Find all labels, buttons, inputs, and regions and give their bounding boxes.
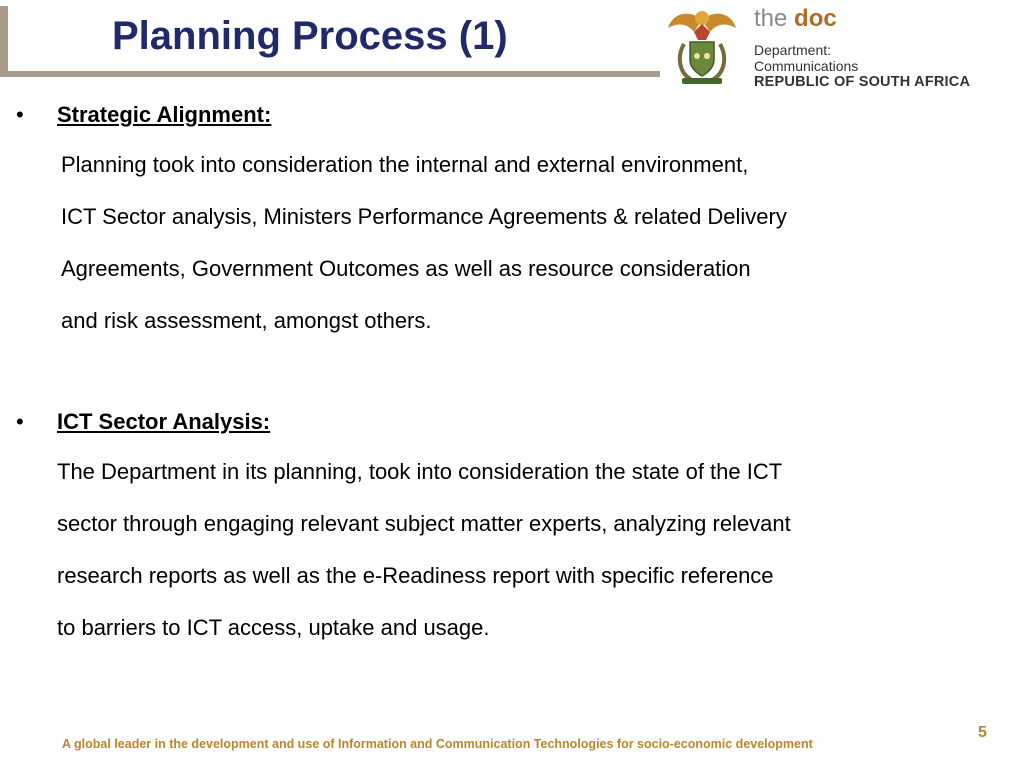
department-logo: [660, 2, 1022, 88]
logo-line-communications: Communications: [754, 58, 859, 74]
paragraph-line: sector through engaging relevant subject matter experts, analyzing relevant: [57, 511, 791, 536]
paragraph-line: Agreements, Government Outcomes as well as resource consideration: [61, 256, 751, 281]
bullet-marker: •: [16, 102, 24, 127]
footer-tagline: A global leader in the development and use of Information and Communication Technologies for socio-economic development: [62, 737, 813, 751]
logo-wordmark-prefix: the: [754, 5, 788, 32]
bullet-heading-ict-sector-analysis: ICT Sector Analysis:: [57, 409, 271, 434]
logo-line-country: REPUBLIC OF SOUTH AFRICA: [754, 74, 971, 90]
bullet-marker: •: [16, 409, 24, 434]
slide-title: Planning Process (1): [112, 14, 508, 58]
title-side-bar: [0, 6, 8, 76]
logo-text-block: [754, 6, 970, 90]
logo-wordmark-main: doc: [794, 5, 837, 32]
logo-wordmark: [754, 6, 970, 32]
paragraph-line: The Department in its planning, took into consideration the state of the ICT: [57, 459, 783, 484]
title-underline-rule: [0, 71, 660, 77]
paragraph-line: to barriers to ICT access, uptake and usage.: [57, 615, 490, 640]
paragraph-line: ICT Sector analysis, Ministers Performance Agreements & related Delivery: [61, 204, 787, 229]
page-number: 5: [978, 724, 987, 741]
coat-of-arms-icon: [664, 6, 740, 86]
bullet-heading-strategic-alignment: Strategic Alignment:: [57, 102, 272, 127]
logo-line-department: Department:: [754, 42, 832, 58]
paragraph-line: Planning took into consideration the internal and external environment,: [61, 152, 749, 177]
paragraph-ict-sector-analysis: [57, 446, 791, 654]
paragraph-line: and risk assessment, amongst others.: [61, 308, 432, 333]
paragraph-strategic-alignment: [61, 139, 787, 347]
paragraph-line: research reports as well as the e-Readiness report with specific reference: [57, 563, 774, 588]
